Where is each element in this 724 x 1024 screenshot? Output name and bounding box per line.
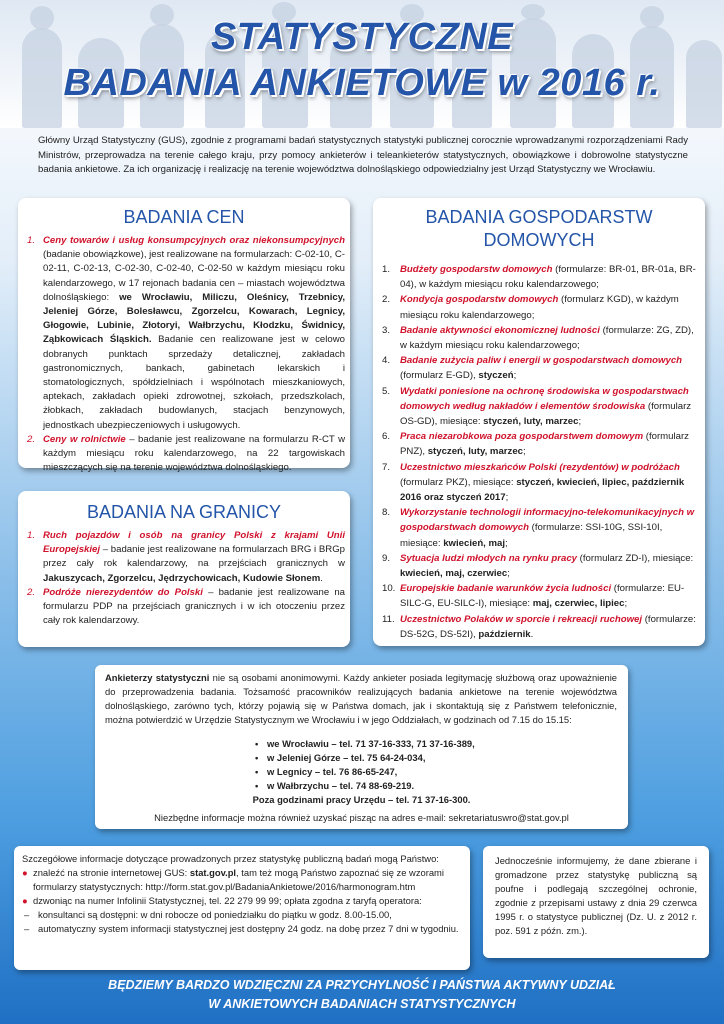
list-item: 1. Ceny towarów i usług konsumpcyjnych oraz niekonsumpcyjnych (badanie obowiązkowe), jest realizowane na formularzach: C-02-10, C-02-11, C-02-13, C-02-30, C-02-40, C-02-50 w każdym miesiącu roku kalendarzowego, w 17 rejonach badania cen – miastach województwa dolnośląskiego: we Wrocławiu, Miliczu, Oleśnicy, Trzebnicy, Jeleniej Górze, Bolesławcu, Zgorzelcu, Kowarach, Legnicy, Głogowie, Lubinie, Złotoryi, Wałbrzychu, Kłodzku, Świdnicy, Ząbkowicach Śląskich. Badanie cen realizowane jest w celowo dobranych punktach sprzedaży detalicznej, zakładach gastronomicznych, bankach, gabinetach lekarskich i stomatologicznych, spółdzielniach i wspólnotach mieszkaniowych, aptekach, zakładach opieki zdrowotnej, szkołach, przedszkolach, żłobkach, zakładach budowlanych, stacjach benzynowych, jednostkach ubezpieczeniowych i usługowych.: [27, 235, 345, 431]
item-name: Ceny towarów i usług konsumpcyjnych oraz niekonsumpcyjnych: [43, 235, 345, 246]
bullet-icon: ●: [22, 867, 28, 878]
item-name: Praca niezarobkowa poza gospodarstwem domowym: [400, 431, 644, 443]
list-item: 11. Uczestnictwo Polaków w sporcie i rekreacji ruchowej (formularze: DS-52G, DS-52I), październik.: [382, 613, 696, 640]
phone-item: • w Wałbrzychu – tel. 74 88-69-219.: [255, 779, 475, 793]
phone-list: [255, 737, 475, 793]
email-note: Niezbędne informacje można również uzyskać pisząc na adres e-mail: sekretariatuswro@stat.gov.pl: [154, 812, 569, 823]
badania-gospodarstw-box: [373, 198, 705, 646]
ankieterzy-info-box: Ankieterzy statystyczni nie są osobami anonimowymi. Każdy ankieter posiada legitymację służbową oraz upoważnienie do przeprowadzenia badania. Tożsamość pracowników realizujących badania ankietowe na terenie województwa dolnośląskiego, zarówno tych, którzy pojawią się w Państwa domach, jak i skontaktują się z Państwem telefonicznie, można potwierdzić w Urzędzie Statystycznym we Wrocławiu i w jego Oddziałach, w godzinach od 7.15 do 15.15: • we Wrocławiu – tel. 71 37-16-333, 71 37-16-389, • w Jeleniej Górze – tel. 75 64-24-034, • w Legnicy – tel. 76 86-65-247, • w Wałbrzychu – tel. 74 88-69-219. Poza godzinami pracy Urzędu – tel. 71 37-16-300. Niezbędne informacje można również uzyskać pisząc na adres e-mail: sekretariatuswro@stat.gov.pl: [95, 665, 628, 829]
intro-paragraph: Główny Urząd Statystyczny (GUS), zgodnie z programami badań statystycznych statystyki publicznej corocznie wprowadzanymi rozporządzeniami Rady Ministrów, przeprowadza na terenie całego kraju, przy pomocy ankieterów i teleankieterów statystycznych, obowiązkowe i dobrowolne statystyczne badania ankietowe. Za ich organizację i realizację na terenie województwa dolnośląskiego odpowiedzialny jest Urząd Statystyczny we Wrocławiu.: [38, 135, 688, 175]
item-name: Wykorzystanie technologii informacyjno-telekomunikacyjnych w gospodarstwach domowych: [400, 507, 695, 534]
bullet-icon: ●: [22, 895, 28, 906]
list-item: ● dzwoniąc na numer Infolinii Statystycznej, tel. 22 279 99 99; opłata zgodna z taryfą operatora:: [22, 895, 422, 906]
item-name: Budżety gospodarstw domowych: [400, 264, 553, 275]
page-title-line1: STATYSTYCZNE: [210, 16, 514, 58]
list-item: 3. Badanie aktywności ekonomicznej ludności (formularze: ZG, ZD), w każdym miesiącu roku kalendarzowego;: [382, 324, 694, 352]
list-item: 7. Uczestnictwo mieszkańców Polski (rezydentów) w podróżach (formularz PKZ), miesiące: styczeń, kwiecień, lipiec, październik 2016 oraz styczeń 2017;: [382, 461, 685, 504]
badania-cen-title: BADANIA CEN: [123, 207, 245, 227]
item-name: Uczestnictwo mieszkańców Polski (rezydentów) w podróżach: [400, 461, 680, 473]
office-hours-note: Poza godzinami pracy Urzędu – tel. 71 37-16-300.: [252, 794, 471, 805]
badania-granicy-box: [18, 491, 350, 647]
page-title-line2: BADANIA ANKIETOWE w 2016 r.: [63, 62, 661, 104]
badania-cen-box: [18, 198, 350, 474]
list-item: 2. Podróże nierezydentów do Polski – badanie jest realizowane na formularzu PDP na przejściach granicznych i w ich otoczeniu przez cały rok kalendarzowy.: [27, 586, 345, 627]
list-item: 4. Badanie zużycia paliw i energii w gospodarstwach domowych (formularz E-GD), styczeń;: [382, 355, 683, 382]
list-item: 9. Sytuacja ludzi młodych na rynku pracy (formularz ZD-I), miesiące: kwiecień, maj, czerwiec;: [382, 552, 694, 580]
list-item: 5. Wydatki poniesione na ochronę środowiska w gospodarstwach domowych według nakładów i elementów środowiska (formularz OS-GD), miesiące: styczeń, luty, marzec;: [382, 385, 692, 428]
cities-list: we Wrocławiu, Miliczu, Oleśnicy, Trzebnicy, Jeleniej Górze, Bolesławcu, Zgorzelcu, Kowarach, Legnicy, Głogowie, Lubinie, Złotoryi, Wałbrzychu, Kłodzku, Świdnicy, Ząbkowicach Śląskich.: [43, 291, 345, 346]
details-info-box: [14, 846, 470, 970]
ankieterzy-heading: Ankieterzy statystyczni: [105, 672, 210, 683]
badania-gospodarstw-list: [382, 262, 700, 642]
phone-item: • we Wrocławiu – tel. 71 37-16-333, 71 37-16-389,: [255, 737, 475, 751]
privacy-note-box: [483, 846, 709, 958]
item-name: Europejskie badanie warunków życia ludności: [400, 583, 612, 595]
list-item: – automatyczny system informacji statystycznej jest dostępny 24 godz. na dobę przez 7 dni w tygodniu.: [24, 923, 459, 934]
header-banner: [0, 0, 724, 128]
item-name: Podróże nierezydentów do Polski: [43, 586, 203, 598]
phone-item: • w Legnicy – tel. 76 86-65-247,: [255, 765, 475, 779]
list-item: 2. Ceny w rolnictwie – badanie jest realizowane na formularzu R-CT w każdym miesiącu roku kalendarzowego, na 22 targowiskach mieszczących się na terenie województwa dolnośląskiego.: [27, 433, 345, 474]
list-item: 8. Wykorzystanie technologii informacyjno-telekomunikacyjnych w gospodarstwach domowych (formularze: SSI-10G, SSI-10I, miesiące: kwiecień, maj;: [382, 507, 695, 549]
list-item: 10. Europejskie badanie warunków życia ludności (formularze: EU-SILC-G, EU-SILC-I), miesiące: maj, czerwiec, lipiec;: [382, 583, 685, 610]
badania-gospodarstw-title: BADANIA GOSPODARSTW DOMOWYCH: [425, 207, 653, 250]
list-item: 1. Budżety gospodarstw domowych (formularze: BR-01, BR-01a, BR-04), w każdym miesiącu roku kalendarzowego;: [382, 264, 696, 291]
item-name: Uczestnictwo Polaków w sporcie i rekreacji ruchowej: [400, 613, 643, 625]
list-item: ● znaleźć na stronie internetowej GUS: stat.gov.pl, tam też mogą Państwo zapoznać się ze wzorami formularzy statystycznych: http://form.stat.gov.pl/BadaniaAnkietowe/2016/harmonogram.htm: [22, 867, 444, 892]
gus-website-link[interactable]: stat.gov.pl: [189, 867, 237, 878]
details-intro: Szczegółowe informacje dotyczące prowadzonych przez statystykę publiczną badań mogą Państwo:: [22, 853, 439, 864]
footer-thanks: BĘDZIEMY BARDZO WDZIĘCZNI ZA PRZYCHYLNOŚĆ I PAŃSTWA AKTYWNY UDZIAŁ W ANKIETOWYCH BADANIACH STATYSTYCZNYCH: [108, 978, 616, 1011]
list-item: 2. Kondycja gospodarstw domowych (formularz KGD), w każdym miesiącu roku kalendarzowego;: [382, 294, 679, 321]
list-item: – konsultanci są dostępni: w dni robocze od poniedziałku do piątku w godz. 8.00-15.00,: [24, 909, 392, 920]
item-name: Badanie zużycia paliw i energii w gospodarstwach domowych: [400, 355, 683, 367]
privacy-note: Jednocześnie informujemy, że dane zbierane i gromadzone przez statystykę publiczną są poufne i podlegają szczególnej ochronie, zgodnie z przepisami ustawy z dnia 29 czerwca 1995 r. o statystyce publicznej (Dz. U. z 2012 r. poz. 591 z późn. zm.).: [495, 855, 697, 936]
list-item: 1. Ruch pojazdów i osób na granicy Polski z krajami Unii Europejskiej – badanie jest realizowane na formularzach BRG i BRGp przez cały rok kalendarzowy, na przejściach granicznych w Jakuszycach, Zgorzelcu, Jędrzychowicach, Kudowie Słonem.: [27, 530, 345, 584]
item-name: Kondycja gospodarstw domowych: [400, 294, 559, 306]
item-name: Badanie aktywności ekonomicznej ludności: [400, 324, 600, 336]
list-item: 6. Praca niezarobkowa poza gospodarstwem domowym (formularz PNZ), styczeń, luty, marzec;: [382, 431, 689, 458]
badania-cen-list: [27, 234, 345, 475]
badania-granicy-title: BADANIA NA GRANICY: [86, 502, 282, 522]
item-name: Wydatki poniesione na ochronę środowiska w gospodarstwach domowych według nakładów i elementów środowiska: [400, 385, 689, 412]
item-name: Ruch pojazdów i osób na granicy Polski z krajami Unii Europejskiej: [43, 530, 345, 556]
badania-granicy-list: [27, 529, 345, 628]
item-name: Sytuacja ludzi młodych na rynku pracy: [400, 552, 578, 564]
item-name: Ceny w rolnictwie: [43, 433, 126, 445]
phone-item: • w Jeleniej Górze – tel. 75 64-24-034,: [255, 751, 475, 765]
